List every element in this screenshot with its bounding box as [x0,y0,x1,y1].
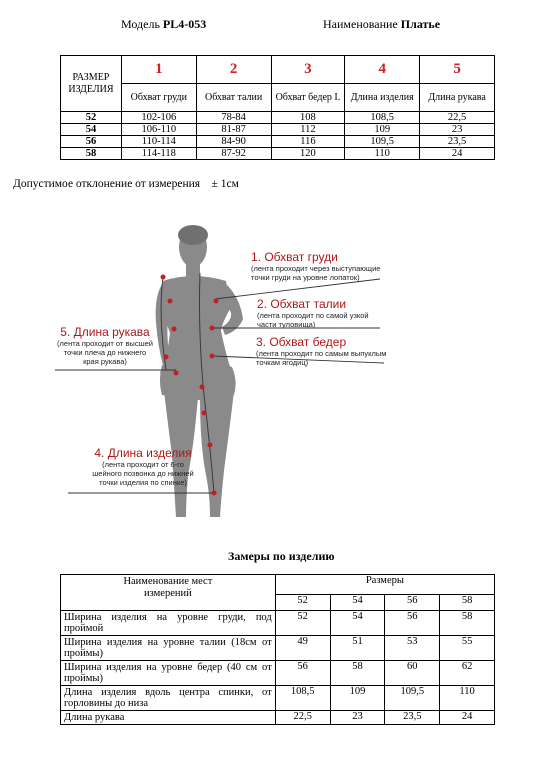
table-cell: 108,5 [345,112,420,124]
table-cell: 114-118 [121,148,196,160]
table-row [61,124,495,136]
name-header: Наименование мест измерений [61,575,276,611]
table-cell: 110-114 [121,136,196,148]
measurement-name: Длина рукава [61,711,276,725]
sizes-header: Размеры [275,575,494,595]
table-cell: 22,5 [420,112,495,124]
column-header: Обхват груди [121,84,196,112]
tolerance-line [13,178,239,190]
table-cell: 109 [330,686,385,711]
table-cell: 58 [440,611,495,636]
table-cell: 87-92 [196,148,271,160]
size-cell: 54 [61,124,122,136]
column-number: 4 [345,56,420,84]
column-header: Длина изделия [345,84,420,112]
measurements-title: Замеры по изделию [228,549,335,563]
measurements-table [60,574,495,725]
table-cell: 53 [385,636,440,661]
label-note: (лента проходит по самой узкой части туловища) [257,311,369,329]
label-chest [251,250,401,282]
table-cell: 84-90 [196,136,271,148]
table-cell: 56 [275,661,330,686]
measurement-name: Длина изделия вдоль центра спинки, от горловины до низа [61,686,276,711]
model-value: PL4-053 [162,17,207,31]
column-header: Обхват талии [196,84,271,112]
name-value: Платье [400,17,441,31]
table-cell: 51 [330,636,385,661]
table-row [61,661,495,686]
table-cell: 78-84 [196,112,271,124]
tolerance-text: Допустимое отклонение от измерения [13,178,201,190]
table-row [61,136,495,148]
table-cell: 109,5 [385,686,440,711]
size-header: 56 [385,595,440,611]
label-title: 4. Длина изделия [94,446,192,460]
size-cell: 58 [61,148,122,160]
table-row [61,611,495,636]
table-cell: 108,5 [275,686,330,711]
table-cell: 62 [440,661,495,686]
label-note: (лента проходит по самым выпуклым точкам ягодиц) [256,349,387,367]
table-cell: 109,5 [345,136,420,148]
table-row [61,711,495,725]
table-cell: 81-87 [196,124,271,136]
model-line [121,17,206,32]
label-title: 3. Обхват бедер [256,335,347,349]
table-cell: 56 [385,611,440,636]
size-cell: 52 [61,112,122,124]
label-note: (лента проходит через выступающие точки груди на уровне лопаток) [251,264,381,282]
column-header: Длина рукава [420,84,495,112]
table-cell: 23 [420,124,495,136]
label-length [88,446,198,487]
table-cell: 49 [275,636,330,661]
label-title: 1. Обхват груди [251,250,338,264]
label-note: (лента проходит от высшей точки плеча до нижнего края рукава) [57,339,153,366]
measurement-name: Ширина изделия на уровне бедер (40 см от проймы) [61,661,276,686]
table-row [61,636,495,661]
table-cell: 23,5 [385,711,440,725]
measurement-name: Ширина изделия на уровне талии (18см от проймы) [61,636,276,661]
table-cell: 116 [271,136,345,148]
table-cell: 52 [275,611,330,636]
size-corner-label: РАЗМЕР ИЗДЕЛИЯ [61,56,122,112]
label-title: 2. Обхват талии [257,297,347,311]
column-header: Обхват бедер I. [271,84,345,112]
table-cell: 102-106 [121,112,196,124]
label-sleeve [55,325,155,366]
table-cell: 55 [440,636,495,661]
table-row [61,112,495,124]
table-cell: 110 [440,686,495,711]
size-cell: 56 [61,136,122,148]
label-hips [256,335,406,367]
measurement-name: Ширина изделия на уровне груди, под проймой [61,611,276,636]
model-label: Модель [121,17,160,31]
size-table [60,55,495,160]
table-cell: 106-110 [121,124,196,136]
label-title: 5. Длина рукава [60,325,150,339]
table-cell: 112 [271,124,345,136]
table-row [61,686,495,711]
table-cell: 23,5 [420,136,495,148]
name-line [323,17,440,32]
size-header: 52 [275,595,330,611]
tolerance-value: ± 1см [211,178,239,190]
table-cell: 108 [271,112,345,124]
table-cell: 110 [345,148,420,160]
size-header: 54 [330,595,385,611]
label-note: (лента проходит от 6-го шейного позвонка до нижней точки изделия по спинке) [92,460,194,487]
column-number: 5 [420,56,495,84]
table-cell: 24 [440,711,495,725]
name-label: Наименование [323,17,398,31]
table-cell: 54 [330,611,385,636]
table-cell: 120 [271,148,345,160]
table-cell: 109 [345,124,420,136]
table-cell: 23 [330,711,385,725]
column-number: 3 [271,56,345,84]
table-cell: 24 [420,148,495,160]
table-row [61,148,495,160]
table-cell: 22,5 [275,711,330,725]
column-number: 1 [121,56,196,84]
label-waist [257,297,377,329]
column-number: 2 [196,56,271,84]
table-cell: 60 [385,661,440,686]
table-cell: 58 [330,661,385,686]
size-header: 58 [440,595,495,611]
